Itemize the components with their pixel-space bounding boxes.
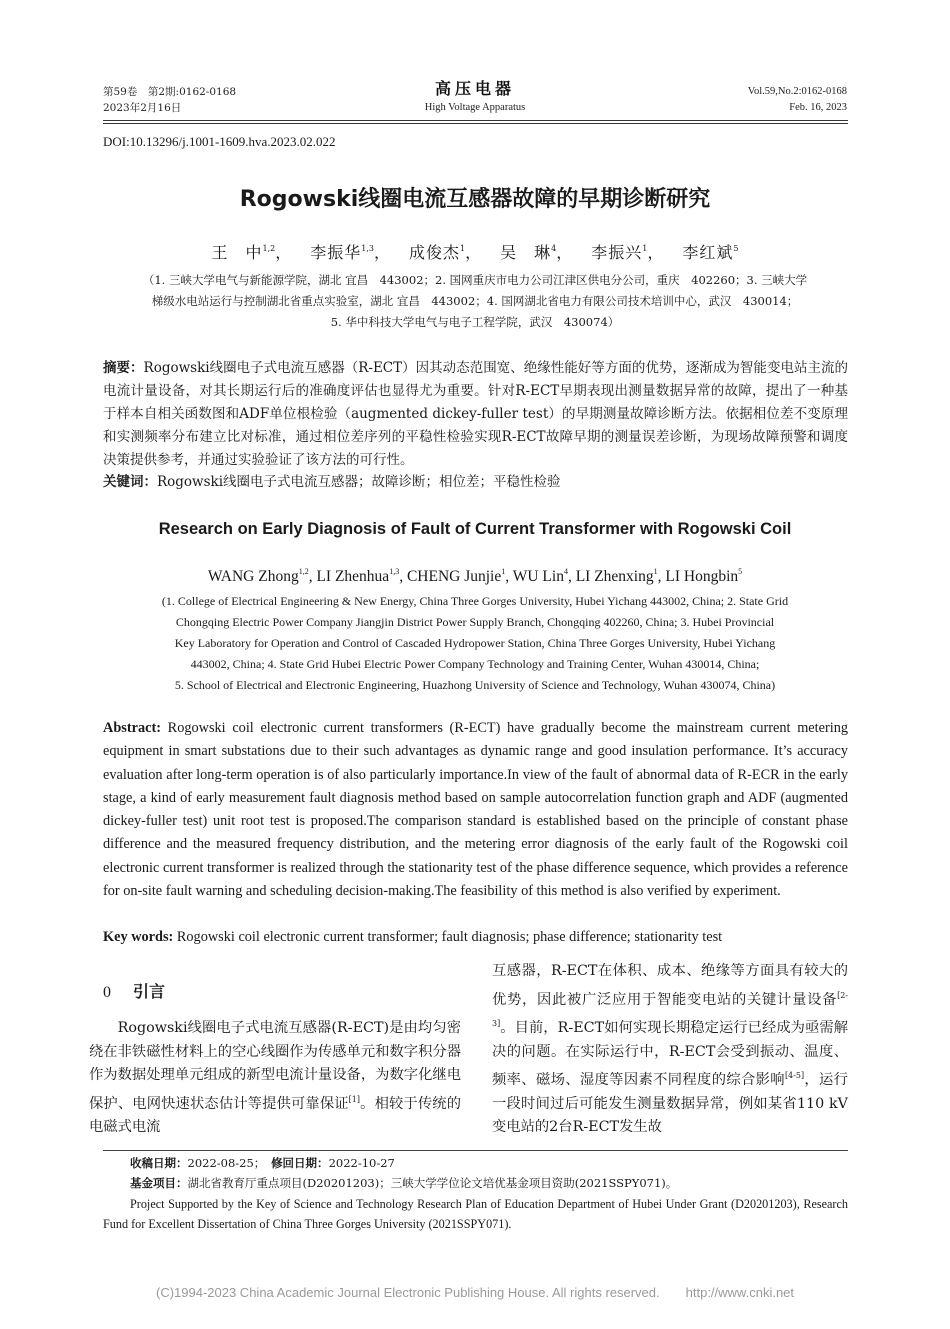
abstract-en (103, 717, 848, 903)
intro-right-c: ，运行一段时间过后可能发生测量数据异常，例如某省110 kV变电站的2台R-ECT发生故 (492, 1072, 849, 1135)
header-date-en: Feb. 16, 2023 (789, 102, 847, 113)
doi: DOI:10.13296/j.1001-1609.hva.2023.02.022 (103, 134, 336, 149)
fund-label: 基金项目： (130, 1176, 188, 1190)
author-cn-separator: ， (647, 243, 665, 262)
revised-label: 修回日期： (271, 1156, 329, 1170)
author-cn-separator: ， (275, 243, 293, 262)
keywords-cn-text: Rogowski线圈电子式电流互感器；故障诊断；相位差；平稳性检验 (157, 474, 561, 490)
author-en-name: LI Zhenxing (575, 568, 654, 585)
author-cn-affiliation-mark: 1 (642, 244, 648, 253)
fund-cn: 湖北省教育厅重点项目(D20201203)；三峡大学学位论文培优基金项目资助(2021SSPY071)。 (187, 1176, 678, 1190)
authors-cn (0, 240, 950, 263)
author-en-separator: , (308, 568, 317, 585)
footnote-dates (130, 1153, 848, 1173)
author-en-separator: , (505, 568, 513, 585)
copyright-notice: (C)1994-2023 China Academic Journal Electronic Publishing House. All rights reserved. http://www.cnki.net (155, 1285, 795, 1300)
section-number: 0 (103, 984, 111, 1001)
author-en-name: WU Lin (512, 568, 564, 585)
revised-date: 2022-10-27 (328, 1156, 395, 1170)
author-en-affiliation-mark: 4 (563, 567, 568, 576)
author-cn-name: 李振兴 (591, 243, 643, 262)
author-cn-separator: ， (556, 243, 574, 262)
abstract-en-text: Rogowski coil electronic current transformers (R-ECT) have gradually become the mainstream current metering equipment in smart substations due to their such advantages as dynamic range and good insulation performance. It’s accuracy evaluation after long-term operation is of also particularly importance.In view of the fault of abnormal data of R-ECR in the early stage, a kind of early measurement fault diagnosis method based on sample autocorrelation function graph and ADF (augmented dickey-fuller test) unit root test is proposed.The comparison standard is established based on the principle of constant phase difference and the measured frequency distribution, and the metering error diagnosis of the early fault of the Rogowski coil electronic current transformer is realized through the stationarity test of the phase difference sequence, which provides a reference for on-site fault warning and scheduling decision-making.The feasibility of this method is also verified by experiment. (103, 720, 849, 900)
citation-3: [4-5] (784, 1071, 805, 1080)
author-cn-separator: ， (374, 243, 392, 262)
header-rule-2 (103, 123, 848, 124)
author-en-affiliation-mark: 5 (738, 567, 743, 576)
author-cn-name: 王 中 (211, 243, 263, 262)
received-date: 2022-08-25； (187, 1156, 260, 1170)
abstract-cn (103, 357, 848, 472)
author-cn-name: 成俊杰 (409, 243, 461, 262)
intro-left-column (89, 1017, 461, 1140)
keywords-en-text: Rogowski coil electronic current transformer; fault diagnosis; phase difference; stationarity test (176, 929, 723, 945)
header-issue: 第59卷 第2期:0162-0168 (103, 86, 237, 98)
header-rule (103, 120, 848, 121)
affiliation-en-line-5: 5. School of Electrical and Electronic Engineering, Huazhong University of Science and Technology, Wuhan 430074, China) (174, 678, 776, 692)
title-en: Research on Early Diagnosis of Fault of Current Transformer with Rogowski Coil (158, 520, 792, 538)
keywords-cn-label: 关键词： (103, 474, 157, 490)
keywords-en-label: Key words: (103, 929, 174, 945)
author-en-name: WANG Zhong (207, 568, 299, 585)
author-cn-affiliation-mark: 4 (551, 244, 557, 253)
author-cn-affiliation-mark: 1,2 (262, 244, 276, 253)
affiliation-en-line-2: Chongqing Electric Power Company Jiangjin District Power Supply Branch, Chongqing 402260, China; 3. Hubei Provincial (175, 615, 775, 629)
intro-right-b: 。目前，R-ECT如何实现长期稳定运行已经成为亟需解决的问题。在实际运行中，R-ECT会受到振动、温度、频率、磁场、湿度等因素不同程度的综合影响 (492, 1020, 848, 1088)
journal-logo: 高压电器 (434, 79, 515, 98)
title-cn: Rogowski线圈电流互感器故障的早期诊断研究 (239, 187, 711, 212)
author-en-separator: , (567, 568, 576, 585)
affiliation-cn-line-3: 5. 华中科技大学电气与电子工程学院，武汉 430074） (330, 315, 620, 329)
author-cn-name: 李振华 (310, 243, 362, 262)
author-en-separator: , (657, 568, 666, 585)
author-cn-affiliation-mark: 1,3 (361, 244, 374, 253)
citation-1: [1] (348, 1094, 361, 1104)
affiliation-en-line-1: (1. College of Electrical Engineering & New Energy, China Three Gorges University, Hubei Yichang 443002, China; 2. State Grid (161, 594, 789, 608)
affiliation-en-line-3: Key Laboratory for Operation and Control of Cascaded Hydropower Station, China Three Gorges University, Hubei Yichang (174, 636, 776, 650)
affiliation-en-line-4: 443002, China; 4. State Grid Hubei Electric Power Company Technology and Training Center, Wuhan 430014, China; (190, 657, 760, 671)
author-cn-name: 李红斌 (682, 243, 734, 262)
keywords-en (103, 926, 848, 949)
intro-right-a: 互感器，R-ECT在体积、成本、绝缘等方面具有较大的优势，因此被广泛应用于智能变电站的关键计量设备 (492, 963, 848, 1008)
author-en-separator: , (399, 568, 407, 585)
author-en-name: LI Zhenhua (316, 568, 390, 585)
affiliation-cn-line-2: 梯级水电站运行与控制湖北省重点实验室，湖北 宜昌 443002；4. 国网湖北省电力有限公司技术培训中心，武汉 430014； (151, 294, 799, 308)
author-cn-separator: ， (465, 243, 483, 262)
section-heading-intro (103, 979, 165, 1002)
section-title: 引言 (133, 982, 166, 1001)
abstract-cn-text: Rogowski线圈电子式电流互感器（R-ECT）因其动态范围宽、绝缘性能好等方面的优势，逐渐成为智能变电站主流的电流计量设备，对其长期运行后的准确度评估也显得尤为重要。针对R-ECT早期表现出测量数据异常的故障，提出了一种基于样本自相关函数图和ADF单位根检验（augmented dickey-fuller test）的早期测量故障诊断方法。依据相位差不变原理和实测频率分布建立比对标准，通过相位差序列的平稳性检验实现R-ECT故障早期的测量误差诊断，为现场故障预警和调度决策提供参考，并通过实验验证了该方法的可行性。 (103, 360, 849, 468)
author-cn-name: 吴 琳 (500, 243, 552, 262)
authors-en (0, 567, 950, 586)
footnote-fund-en: Project Supported by the Key of Science and Technology Research Plan of Education Department of Hubei Under Grant (D20201203), Research Fund for Excellent Dissertation of China Three Gorges University (2021SSPY071). (103, 1197, 848, 1231)
intro-right-column (492, 960, 848, 1140)
footnote-rule (103, 1150, 848, 1151)
author-en-name: LI Hongbin (665, 568, 739, 585)
author-cn-affiliation-mark: 1 (460, 244, 466, 253)
affiliation-cn-line-1: （1. 三峡大学电气与新能源学院，湖北 宜昌 443002；2. 国网重庆市电力公司江津区供电分公司，重庆 402260；3. 三峡大学 (142, 273, 808, 287)
author-cn-affiliation-mark: 5 (733, 244, 739, 253)
received-label: 收稿日期： (130, 1156, 188, 1170)
author-en-name: CHENG Junjie (406, 568, 502, 585)
author-en-affiliation-mark: 1,2 (298, 567, 309, 576)
author-en-affiliation-mark: 1 (501, 567, 506, 576)
header-date: 2023年2月16日 (103, 102, 182, 114)
intro-paragraph-1b: 。相较于传统的电磁式电流 (89, 1095, 461, 1135)
abstract-en-label: Abstract: (103, 720, 161, 736)
journal-name-en: High Voltage Apparatus (424, 102, 526, 113)
author-en-affiliation-mark: 1 (653, 567, 658, 576)
citation-2: [2-3] (492, 990, 848, 1028)
intro-paragraph-1: Rogowski线圈电子式电流互感器(R-ECT)是由均匀密绕在非铁磁性材料上的空心线圈作为传感单元和数字积分器作为数据处理单元组成的新型电流计量设备，为数字化继电保护、电网快速状态估计等提供可靠保证 (89, 1020, 461, 1112)
footnote-fund-cn (130, 1173, 848, 1193)
author-en-affiliation-mark: 1,3 (389, 567, 400, 576)
abstract-cn-label: 摘要： (103, 360, 144, 376)
keywords-cn (103, 471, 848, 494)
header-volume: Vol.59,No.2:0162-0168 (747, 86, 847, 97)
